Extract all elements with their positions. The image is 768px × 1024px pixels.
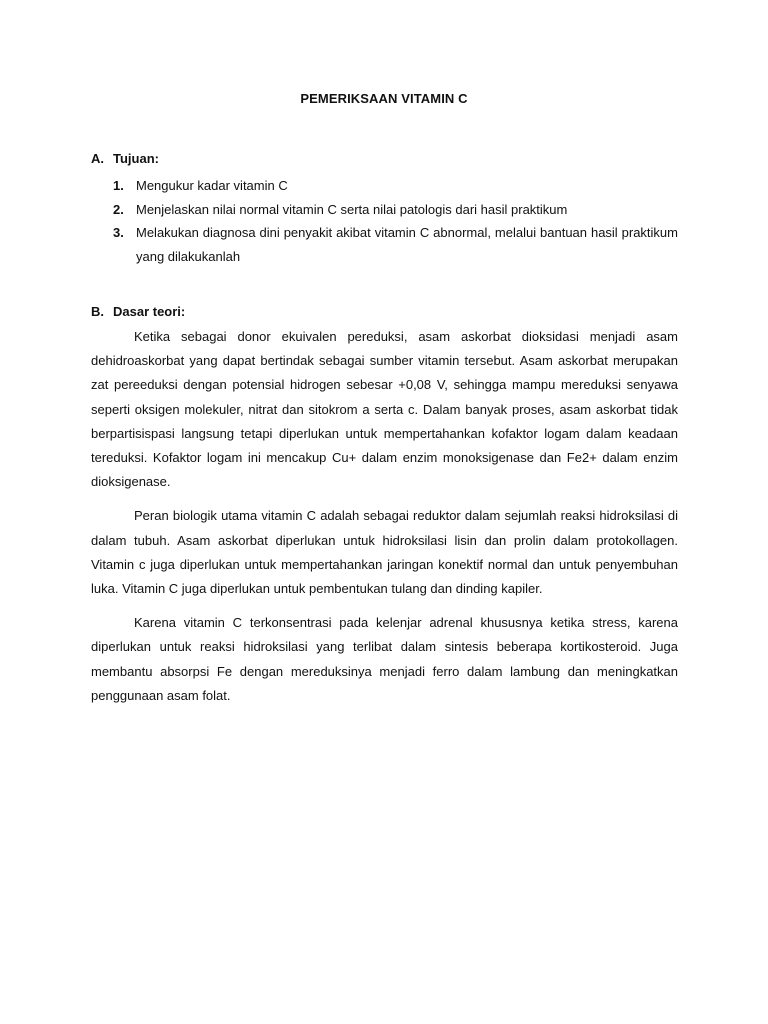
section-a-title: Tujuan: (113, 151, 159, 166)
section-a-heading (91, 151, 159, 167)
list-item-text: Melakukan diagnosa dini penyakit akibat vitamin C abnormal, melalui bantuan hasil praktikum yang dilakukanlah (136, 225, 678, 264)
theory-body (91, 325, 678, 718)
paragraph: Karena vitamin C terkonsentrasi pada kelenjar adrenal khususnya ketika stress, karena diperlukan untuk reaksi hidroksilasi yang terlibat dalam sintesis beberapa kortikosteroid. Juga membantu absorpsi Fe dengan mereduksinya menjadi ferro dalam lambung dan meningkatkan penggunaan asam folat. (91, 615, 678, 703)
list-item-number: 3. (113, 225, 124, 240)
paragraph: Peran biologik utama vitamin C adalah sebagai reduktor dalam sejumlah reaksi hidroksilasi di dalam tubuh. Asam askorbat diperlukan untuk hidroksilasi lisin dan prolin dalam protokollagen. Vitamin c juga diperlukan untuk mempertahankan jaringan konektif normal dan untuk penyembuhan luka. Vitamin C juga diperlukan untuk pembentukan tulang dan dinding kapiler. (91, 508, 678, 597)
list-item (113, 221, 678, 268)
list-item-number: 1. (113, 178, 124, 193)
section-b-letter: B. (91, 304, 104, 319)
list-item-text: Menjelaskan nilai normal vitamin C serta nilai patologis dari hasil praktikum (136, 201, 568, 217)
section-b-title: Dasar teori: (113, 304, 186, 319)
list-item (113, 174, 678, 198)
list-item-number: 2. (113, 201, 124, 217)
goal-list (113, 174, 678, 268)
section-b-heading (91, 304, 185, 320)
section-a-letter: A. (91, 151, 104, 166)
list-item (113, 198, 678, 222)
paragraph: Ketika sebagai donor ekuivalen pereduksi, asam askorbat dioksidasi menjadi asam dehidroaskorbat yang dapat bertindak sebagai sumber vitamin tersebut. Asam askorbat merupakan zat pereeduksi dengan potensial hidrogen sebesar +0,08 V, sehingga mampu mereduksi senyawa seperti oksigen molekuler, nitrat dan sitokrom a serta c. Dalam banyak proses, asam askorbat tidak berpartisispasi langsung tetapi diperlukan untuk mempertahankan kofaktor logam dalam keadaan tereduksi. Kofaktor logam ini mencakup Cu+ dalam enzim monoksigenase dan Fe2+ dalam enzim dioksigenase. (91, 329, 678, 490)
list-item-text: Mengukur kadar vitamin C (136, 178, 288, 193)
document-title: PEMERIKSAAN VITAMIN C (300, 91, 468, 106)
